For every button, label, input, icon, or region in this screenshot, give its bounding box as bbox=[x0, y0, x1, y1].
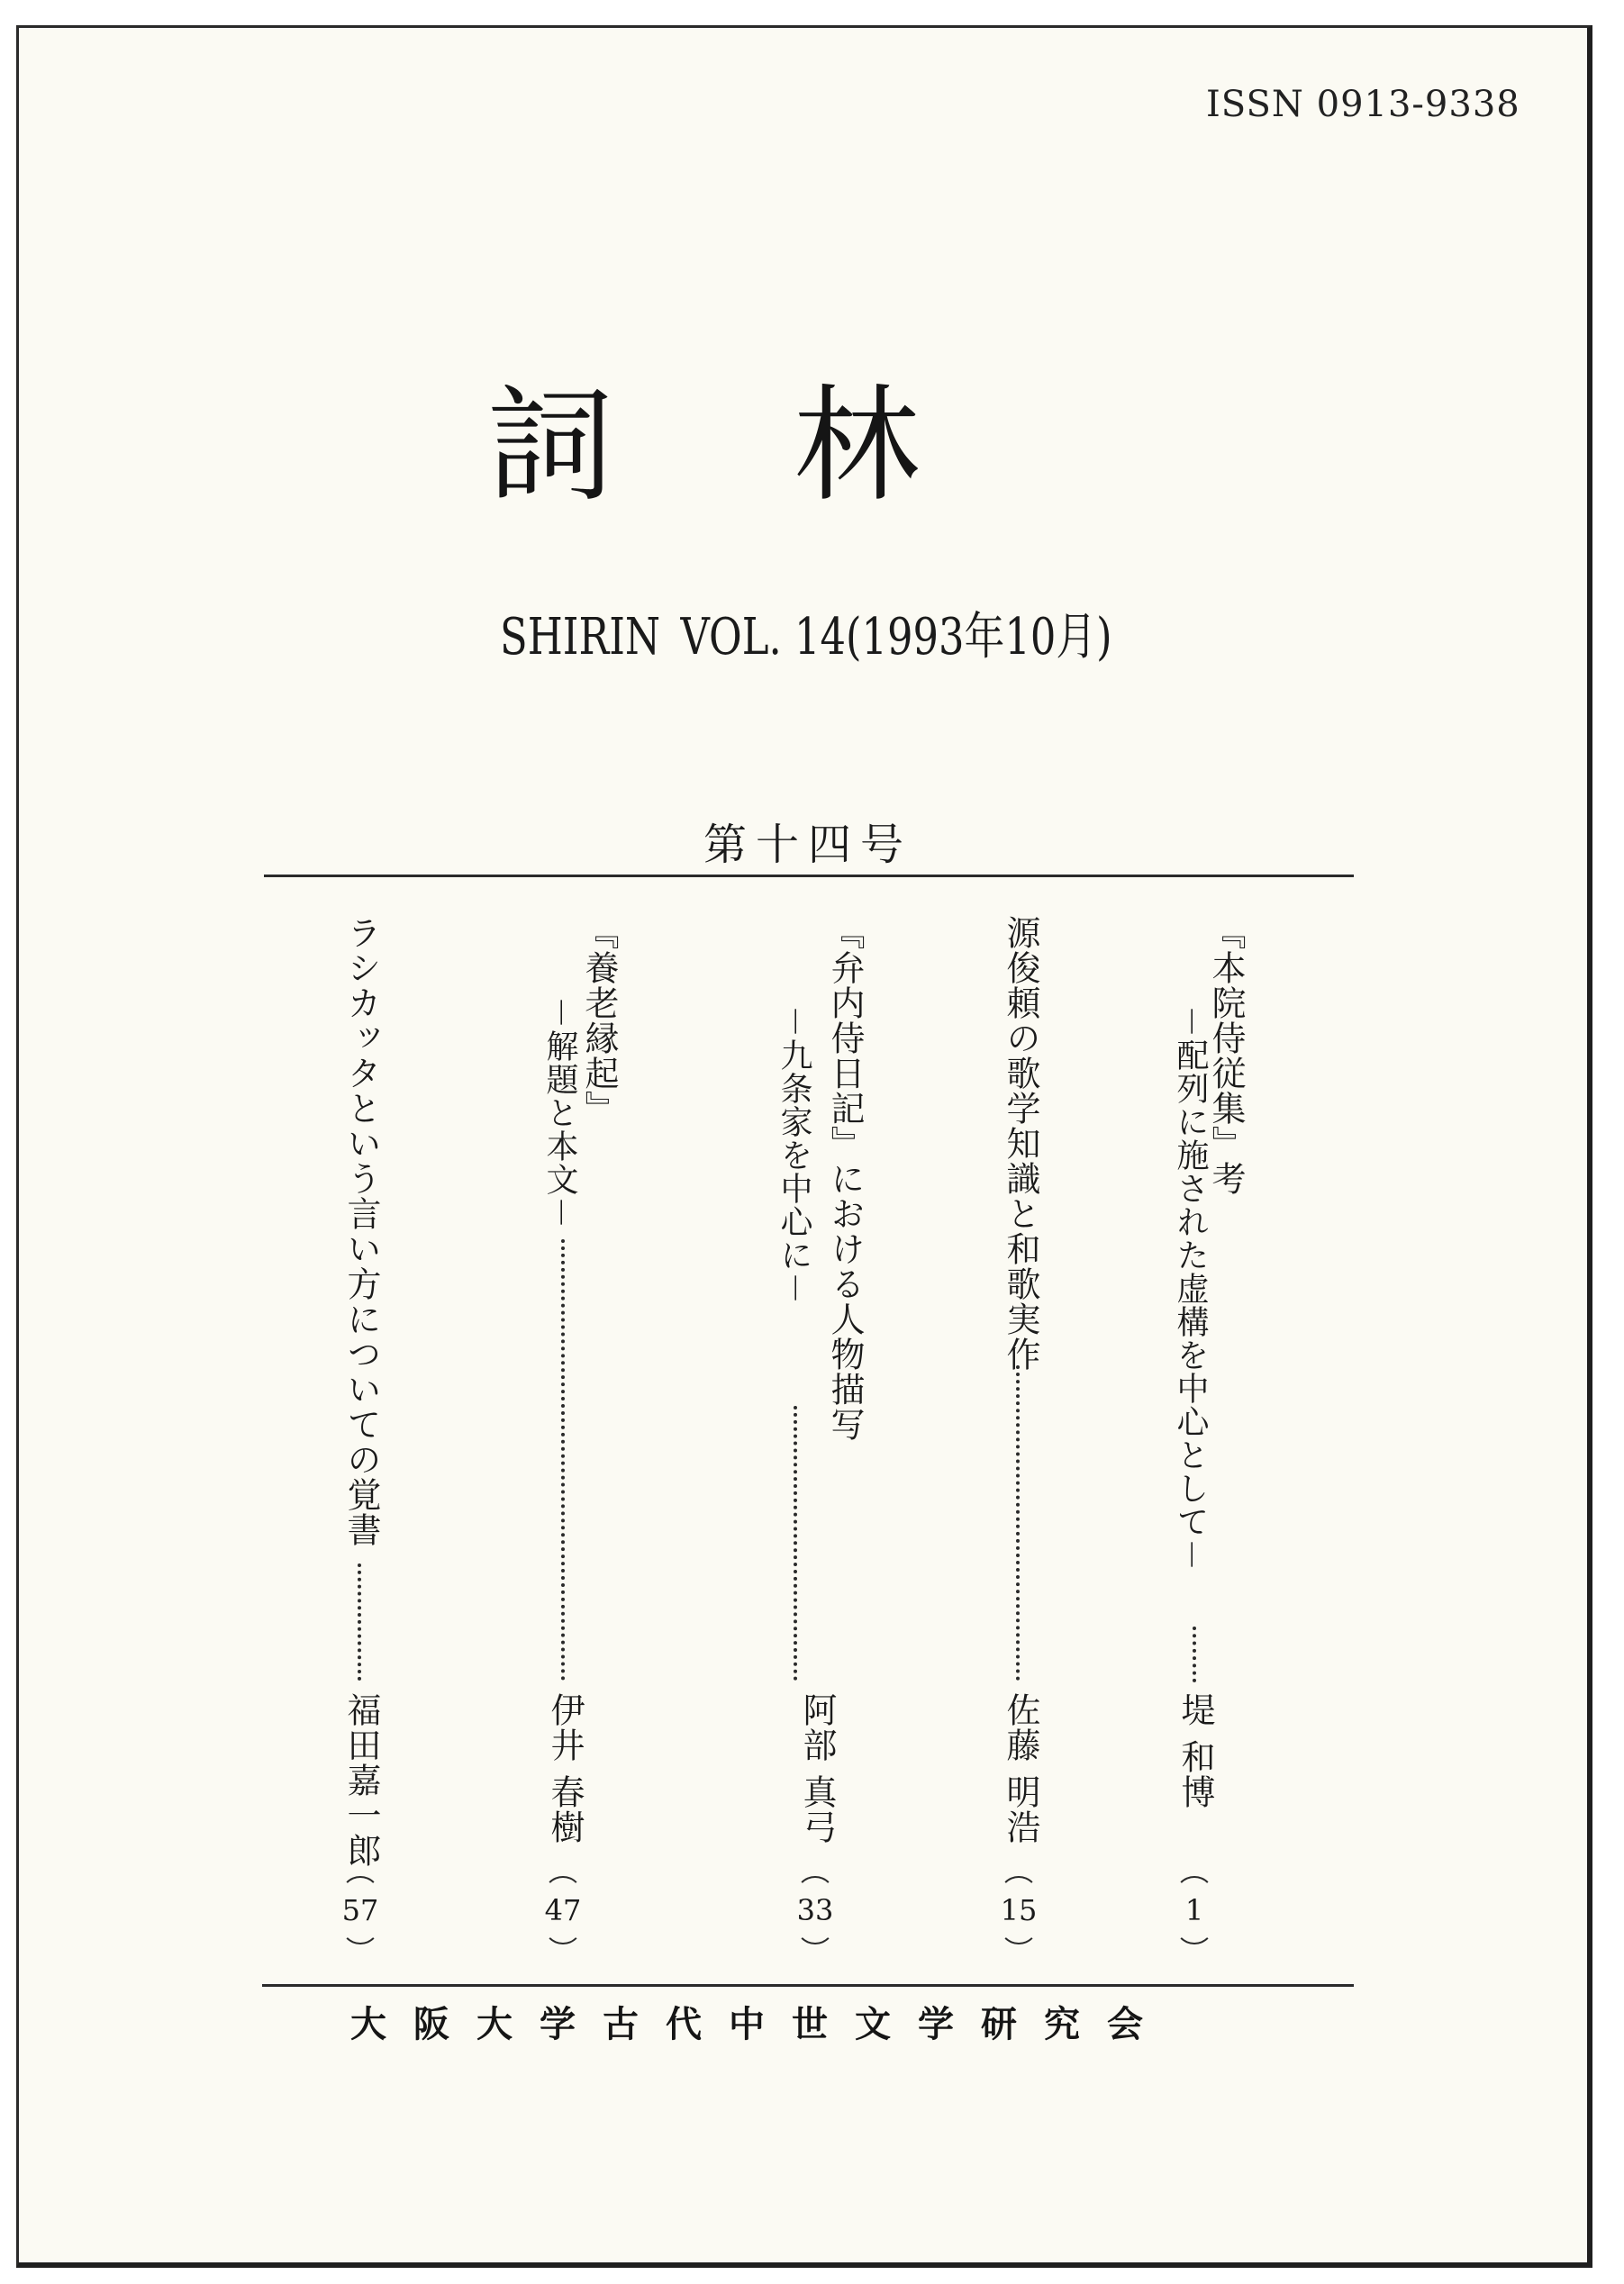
journal-cover bbox=[16, 25, 1592, 2268]
toc-entry-author: 阿部 真弓 bbox=[797, 1692, 837, 1845]
issn-label: ISSN 0913-9338 bbox=[1206, 84, 1520, 125]
bottom-divider bbox=[262, 1984, 1354, 1987]
leader-dots bbox=[1016, 1365, 1020, 1681]
toc-entry-subtitle: －解題と本文－ bbox=[541, 996, 578, 1230]
journal-title: 詞林 bbox=[487, 373, 1101, 520]
toc-entry-title: 『本院侍従集』考 bbox=[1206, 915, 1246, 1196]
toc-entry-author: 伊井 春樹 bbox=[545, 1692, 585, 1845]
toc-entry-author: 福田嘉一郎 bbox=[341, 1692, 381, 1868]
leader-dots bbox=[794, 1406, 797, 1681]
toc-entry-title: 『養老縁起』 bbox=[579, 915, 619, 1126]
toc-entry-page: 33 bbox=[795, 1876, 835, 1944]
toc-entry-page: 57 bbox=[340, 1876, 380, 1944]
publication-date: (1993年10月) bbox=[846, 608, 1112, 666]
toc-entry-title: 『弁内侍日記』における人物描写 bbox=[825, 915, 865, 1442]
top-divider bbox=[264, 875, 1354, 877]
leader-dots bbox=[561, 1239, 565, 1681]
publisher-name: 大阪大学古代中世文学研究会 bbox=[350, 2004, 1170, 2045]
issue-number: 第十四号 bbox=[703, 820, 913, 870]
toc-entry-title: 源俊頼の歌学知識と和歌実作 bbox=[1001, 915, 1040, 1372]
journal-romanized-name: SHIRIN bbox=[500, 608, 661, 666]
volume-number: VOL. 14 bbox=[680, 608, 847, 666]
toc-entry-page: 1 bbox=[1175, 1876, 1214, 1944]
leader-dots bbox=[358, 1563, 361, 1681]
toc-entry-subtitle: －配列に施された虚構を中心として－ bbox=[1172, 1005, 1209, 1572]
toc-entry-author: 佐藤 明浩 bbox=[1001, 1692, 1040, 1845]
toc-entry-page: 47 bbox=[543, 1876, 583, 1944]
toc-entry-title: ラシカッタという言い方についての覚書 bbox=[341, 915, 381, 1547]
toc-entry-subtitle: －九条家を中心に－ bbox=[776, 1005, 812, 1305]
toc-entry-author: 堤 和博 bbox=[1175, 1692, 1215, 1810]
leader-dots bbox=[1193, 1627, 1196, 1682]
toc-entry-page: 15 bbox=[999, 1876, 1039, 1944]
volume-line bbox=[500, 597, 1112, 669]
